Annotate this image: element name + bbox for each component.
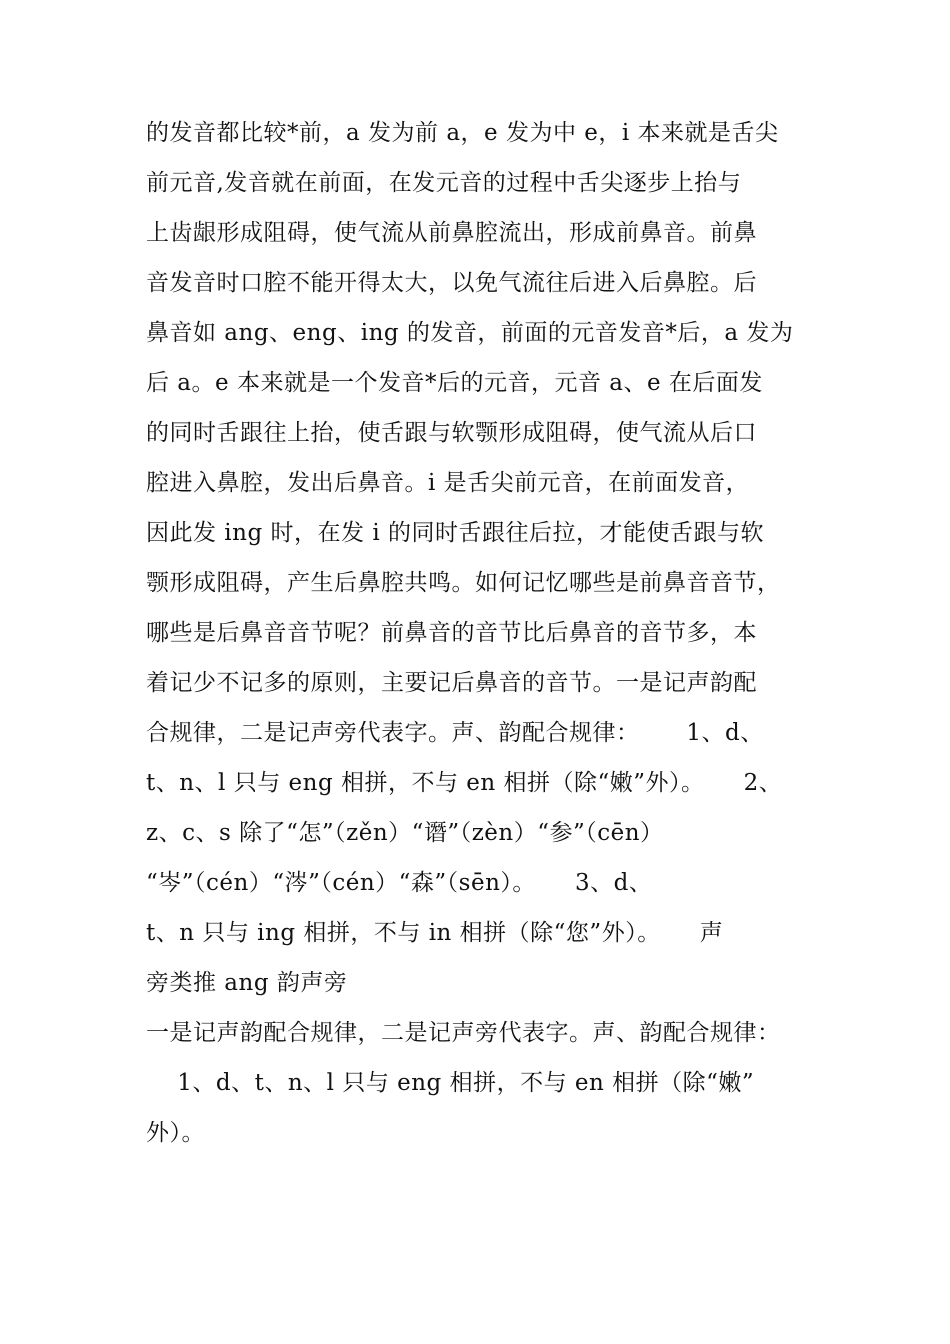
text-line: 前元音,发音就在前面，在发元音的过程中舌尖逐步上抬与 bbox=[146, 170, 742, 196]
text-line: “岑”（cén）“涔”（cén）“森”（sēn）。 3、d、 bbox=[146, 870, 653, 896]
text-line: 一是记声韵配合规律，二是记声旁代表字。声、韵配合规律： bbox=[146, 1020, 781, 1046]
text-line: 外）。 bbox=[146, 1120, 205, 1146]
text-line: 的同时舌跟往上抬，使舌跟与软颚形成阻碍，使气流从后口 bbox=[146, 420, 757, 446]
text-line: 旁类推 ang 韵声旁 bbox=[146, 970, 348, 996]
text-line: 的发音都比较*前，a 发为前 a，e 发为中 e，i 本来就是舌尖 bbox=[146, 120, 779, 146]
text-line: 后 a。e 本来就是一个发音*后的元音，元音 a、e 在后面发 bbox=[146, 370, 763, 396]
text-line: 上齿龈形成阻碍，使气流从前鼻腔流出，形成前鼻音。前鼻 bbox=[146, 220, 757, 246]
text-line: 哪些是后鼻音音节呢？前鼻音的音节比后鼻音的音节多，本 bbox=[146, 620, 757, 646]
text-line: t、n、l 只与 eng 相拼，不与 en 相拼（除“嫩”外）。 2、 bbox=[146, 770, 783, 796]
text-line: 颚形成阻碍，产生后鼻腔共鸣。如何记忆哪些是前鼻音音节， bbox=[146, 570, 781, 596]
text-line: 因此发 ing 时，在发 i 的同时舌跟往后拉，才能使舌跟与软 bbox=[146, 520, 764, 546]
text-line: 着记少不记多的原则，主要记后鼻音的音节。一是记声韵配 bbox=[146, 670, 757, 696]
text-line: 1、d、t、n、l 只与 eng 相拼，不与 en 相拼（除“嫩” bbox=[146, 1070, 755, 1096]
text-line: 音发音时口腔不能开得太大，以免气流往后进入后鼻腔。后 bbox=[146, 270, 757, 296]
text-line: 鼻音如 ang、eng、ing 的发音，前面的元音发音*后，a 发为 bbox=[146, 320, 794, 346]
text-line: z、c、s 除了“怎”（zěn）“谮”（zèn）“参”（cēn） bbox=[146, 820, 664, 846]
text-line: t、n 只与 ing 相拼，不与 in 相拼（除“您”外）。 声 bbox=[146, 920, 724, 946]
text-line: 腔进入鼻腔，发出后鼻音。i 是舌尖前元音，在前面发音， bbox=[146, 470, 750, 496]
text-line: 合规律，二是记声旁代表字。声、韵配合规律： 1、d、 bbox=[146, 720, 764, 746]
